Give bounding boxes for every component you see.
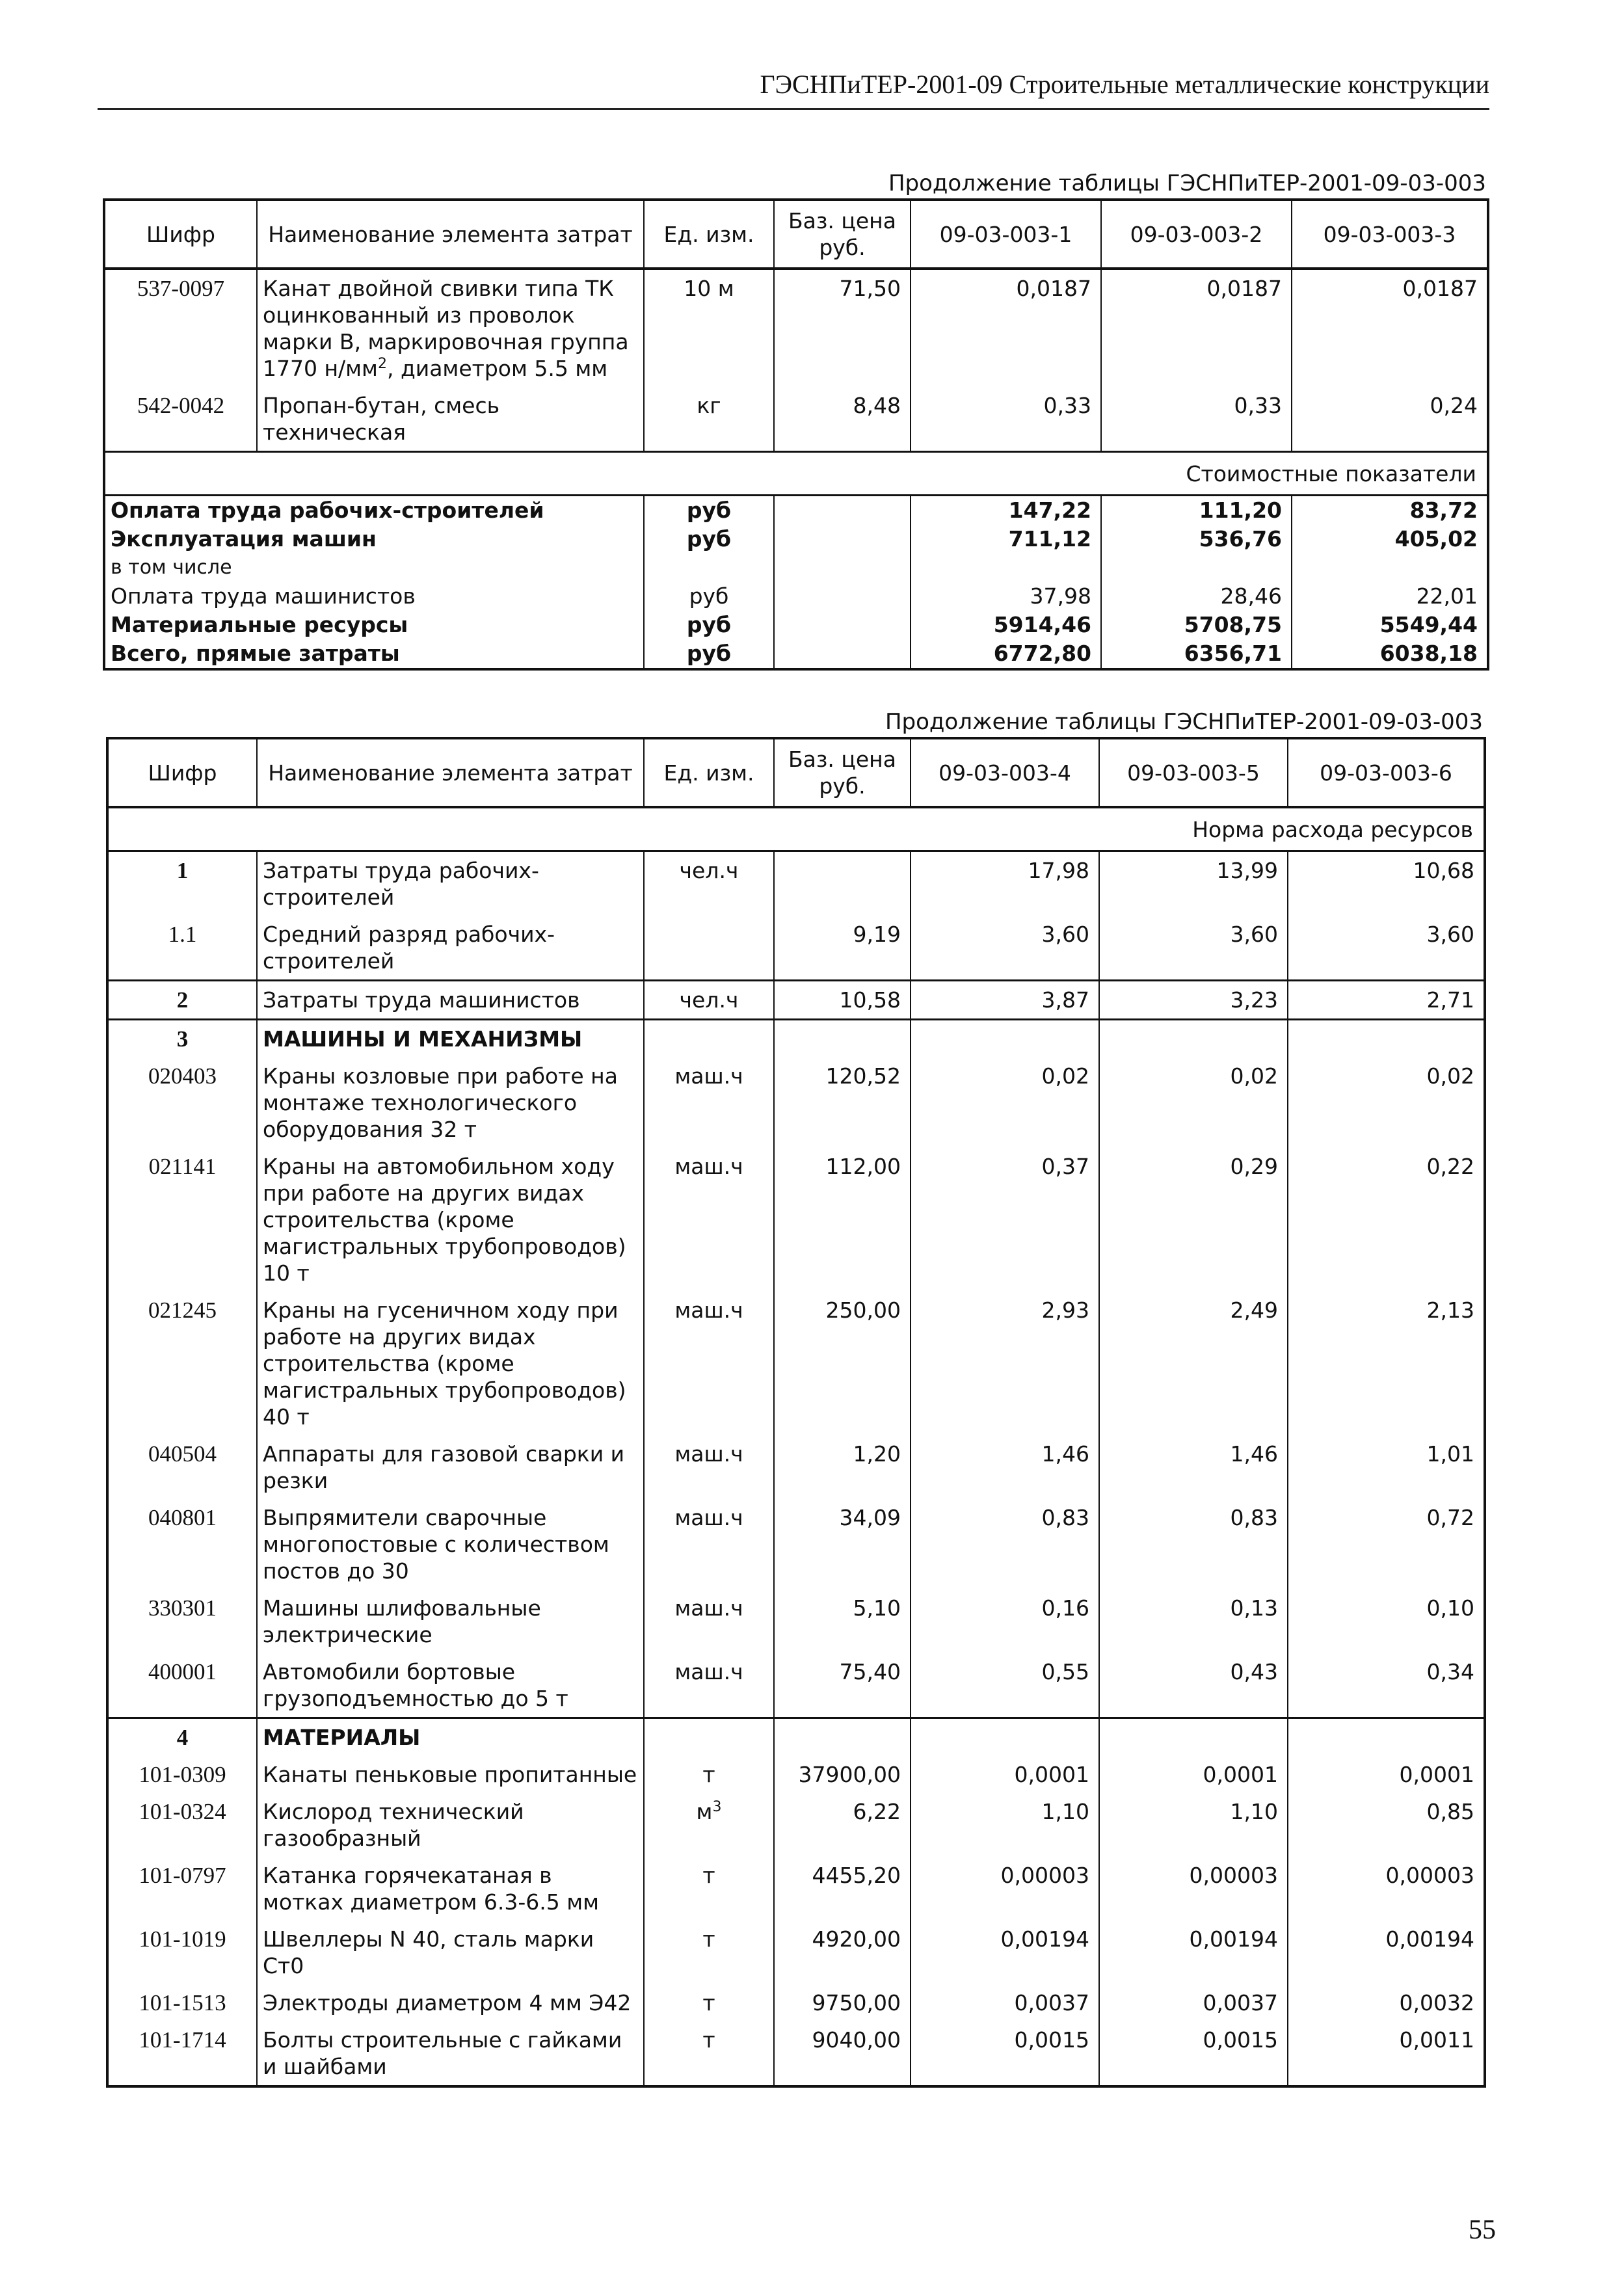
row-unit-text: м [696, 1799, 713, 1824]
row-value-6: 0,00003 [1288, 1857, 1485, 1921]
row-unit-text: чел.ч [679, 858, 739, 883]
row-unit [644, 1148, 774, 1292]
row-value-6: 2,13 [1288, 1292, 1485, 1435]
row-value-5: 0,13 [1099, 1590, 1288, 1653]
row-code: 2 [107, 981, 257, 1020]
row-value-5: 0,0037 [1099, 1984, 1288, 2021]
cost-value-3: 5549,44 [1292, 611, 1488, 639]
table-row [107, 1058, 1485, 1148]
col-code: Шифр [104, 200, 257, 269]
row-value-6 [1288, 1718, 1485, 1757]
row-value-6: 1,01 [1288, 1435, 1485, 1499]
row-price: 37900,00 [774, 1756, 911, 1793]
row-code: 101-0309 [107, 1756, 257, 1793]
row-value-5 [1099, 1718, 1288, 1757]
row-name: Болты строительные с гайками и шайбами [257, 2021, 644, 2086]
row-price: 10,58 [774, 981, 911, 1020]
row-value-1: 0,33 [911, 387, 1101, 452]
row-value-5: 0,83 [1099, 1499, 1288, 1590]
row-value-4: 1,10 [911, 1793, 1099, 1857]
table-row [104, 387, 1488, 452]
row-value-1: 0,0187 [911, 269, 1101, 387]
row-name [257, 269, 644, 387]
cost-unit: руб [644, 582, 774, 611]
row-value-4: 0,83 [911, 1499, 1099, 1590]
row-value-5: 0,43 [1099, 1653, 1288, 1718]
cost-value-1: 711,12 [911, 525, 1101, 553]
row-name: Машины шлифовальные электрические [257, 1590, 644, 1653]
row-unit-text: маш.ч [674, 1297, 743, 1323]
cost-value-3: 405,02 [1292, 525, 1488, 553]
row-value-6: 2,71 [1288, 981, 1485, 1020]
row-name: МАШИНЫ И МЕХАНИЗМЫ [257, 1020, 644, 1058]
cost-unit: руб [644, 496, 774, 525]
row-name: Затраты труда машинистов [257, 981, 644, 1020]
row-value-4 [911, 1020, 1099, 1058]
row-value-6 [1288, 1020, 1485, 1058]
row-code: 040504 [107, 1435, 257, 1499]
row-name: Краны на автомобильном ходу при работе на других видах строительства (кроме магистральных трубопроводов) 10 т [257, 1148, 644, 1292]
row-value-6: 0,22 [1288, 1148, 1485, 1292]
row-price: 9,19 [774, 916, 911, 981]
norm-band-row [107, 807, 1485, 851]
cost-value-2: 5708,75 [1101, 611, 1292, 639]
row-unit-text: маш.ч [674, 1154, 743, 1179]
table-row [107, 1653, 1485, 1718]
row-code: 542-0042 [104, 387, 257, 452]
cost-price-empty [774, 582, 911, 611]
table-row [107, 1148, 1485, 1292]
row-value-6: 3,60 [1288, 916, 1485, 981]
cost-row [104, 611, 1488, 639]
row-unit-text: т [702, 1926, 715, 1952]
row-value-6: 0,10 [1288, 1590, 1485, 1653]
row-price [774, 851, 911, 916]
row-value-5: 1,46 [1099, 1435, 1288, 1499]
row-value-4: 0,00003 [911, 1857, 1099, 1921]
cost-label: в том числе [104, 553, 644, 582]
row-value-2: 0,0187 [1101, 269, 1292, 387]
row-value-6: 0,02 [1288, 1058, 1485, 1148]
cost-unit [644, 553, 774, 582]
row-value-6: 0,0011 [1288, 2021, 1485, 2086]
table-row [107, 1984, 1485, 2021]
row-code: 101-1019 [107, 1921, 257, 1984]
row-value-6: 0,0032 [1288, 1984, 1485, 2021]
cost-value-1 [911, 553, 1101, 582]
row-unit [644, 1058, 774, 1148]
row-price: 4455,20 [774, 1857, 911, 1921]
col-09-03-003-3: 09-03-003-3 [1292, 200, 1488, 269]
col-unit: Ед. изм. [644, 200, 774, 269]
row-price [774, 1020, 911, 1058]
cost-label: Оплата труда рабочих-строителей [104, 496, 644, 525]
table-row [107, 1718, 1485, 1757]
table-row [104, 269, 1488, 387]
row-value-6: 0,00194 [1288, 1921, 1485, 1984]
row-price: 250,00 [774, 1292, 911, 1435]
row-value-2: 0,33 [1101, 387, 1292, 452]
row-unit-text: маш.ч [674, 1595, 743, 1621]
row-value-4: 0,00194 [911, 1921, 1099, 1984]
table1-header-row [104, 200, 1488, 269]
cost-label: Оплата труда машинистов [104, 582, 644, 611]
row-code: 101-0324 [107, 1793, 257, 1857]
row-value-6: 0,85 [1288, 1793, 1485, 1857]
cost-unit: руб [644, 639, 774, 669]
cost-unit: руб [644, 611, 774, 639]
row-name: Аппараты для газовой сварки и резки [257, 1435, 644, 1499]
row-name-tail: , диаметром 5.5 мм [386, 356, 608, 381]
row-value-5: 0,0001 [1099, 1756, 1288, 1793]
row-value-4: 0,0037 [911, 1984, 1099, 2021]
table-row [107, 1756, 1485, 1793]
cost-value-1: 147,22 [911, 496, 1101, 525]
row-value-6: 0,0001 [1288, 1756, 1485, 1793]
row-unit [644, 1756, 774, 1793]
row-name: Затраты труда рабочих-строителей [257, 851, 644, 916]
cost-label: Материальные ресурсы [104, 611, 644, 639]
row-value-4: 0,55 [911, 1653, 1099, 1718]
cost-price-empty [774, 496, 911, 525]
cost-unit: руб [644, 525, 774, 553]
col-code: Шифр [107, 738, 257, 807]
row-unit [644, 1653, 774, 1718]
row-value-5: 1,10 [1099, 1793, 1288, 1857]
row-name: Электроды диаметром 4 мм Э42 [257, 1984, 644, 2021]
row-name: Автомобили бортовые грузоподъемностью до 5 т [257, 1653, 644, 1718]
row-unit [644, 916, 774, 981]
table-row [107, 1857, 1485, 1921]
row-value-4: 3,60 [911, 916, 1099, 981]
col-name: Наименование элемента затрат [257, 200, 644, 269]
table-row [107, 851, 1485, 916]
table-row [107, 2021, 1485, 2086]
col-base-price: Баз. цена руб. [774, 738, 911, 807]
col-unit: Ед. изм. [644, 738, 774, 807]
row-unit: кг [644, 387, 774, 452]
row-unit [644, 1857, 774, 1921]
table2-header-row [107, 738, 1485, 807]
table2-caption: Продолжение таблицы ГЭСНПиТЕР-2001-09-03-003 [885, 709, 1483, 735]
row-code: 3 [107, 1020, 257, 1058]
row-unit-text: маш.ч [674, 1659, 743, 1684]
col-name: Наименование элемента затрат [257, 738, 644, 807]
cost-label: Эксплуатация машин [104, 525, 644, 553]
row-name: Выпрямители сварочные многопостовые с количеством постов до 30 [257, 1499, 644, 1590]
row-unit [644, 1718, 774, 1757]
row-value-5 [1099, 1020, 1288, 1058]
row-name: Краны козловые при работе на монтаже технологического оборудования 32 т [257, 1058, 644, 1148]
cost-value-1: 5914,46 [911, 611, 1101, 639]
row-unit [644, 851, 774, 916]
row-name: МАТЕРИАЛЫ [257, 1718, 644, 1757]
superscript: 2 [377, 356, 387, 372]
row-price: 4920,00 [774, 1921, 911, 1984]
row-unit [644, 1435, 774, 1499]
row-code: 101-0797 [107, 1857, 257, 1921]
row-price: 112,00 [774, 1148, 911, 1292]
cost-value-2 [1101, 553, 1292, 582]
row-value-3: 0,0187 [1292, 269, 1488, 387]
cost-price-empty [774, 639, 911, 669]
cost-row [104, 582, 1488, 611]
cost-price-empty [774, 553, 911, 582]
row-unit [644, 1984, 774, 2021]
resource-table-2 [106, 737, 1486, 2088]
table1-caption: Продолжение таблицы ГЭСНПиТЕР-2001-09-03-003 [888, 170, 1486, 196]
row-name: Кислород технический газообразный [257, 1793, 644, 1857]
cost-value-3: 83,72 [1292, 496, 1488, 525]
row-unit [644, 1499, 774, 1590]
row-name: Швеллеры N 40, сталь марки Ст0 [257, 1921, 644, 1984]
col-09-03-003-4: 09-03-003-4 [911, 738, 1099, 807]
table-row [107, 1499, 1485, 1590]
col-base-price: Баз. цена руб. [774, 200, 911, 269]
cost-value-2: 536,76 [1101, 525, 1292, 553]
norm-band-label: Норма расхода ресурсов [107, 807, 1485, 851]
row-unit [644, 1921, 774, 1984]
table-row [107, 1793, 1485, 1857]
cost-row [104, 525, 1488, 553]
row-price: 9750,00 [774, 1984, 911, 2021]
row-code: 1.1 [107, 916, 257, 981]
row-value-5: 0,0015 [1099, 2021, 1288, 2086]
col-09-03-003-6: 09-03-003-6 [1288, 738, 1485, 807]
cost-price-empty [774, 611, 911, 639]
row-price: 34,09 [774, 1499, 911, 1590]
row-unit [644, 1020, 774, 1058]
row-value-4: 0,37 [911, 1148, 1099, 1292]
row-code: 400001 [107, 1653, 257, 1718]
row-name-main: Канат двойной свивки типа ТК оцинкованный из проволок марки В, маркировочная группа 1770 н/мм [263, 276, 629, 381]
table-row [107, 1921, 1485, 1984]
row-code: 021141 [107, 1148, 257, 1292]
row-value-6: 0,72 [1288, 1499, 1485, 1590]
row-value-4: 0,16 [911, 1590, 1099, 1653]
row-name: Пропан-бутан, смесь техническая [257, 387, 644, 452]
row-code: 101-1714 [107, 2021, 257, 2086]
row-unit [644, 2021, 774, 2086]
cost-row [104, 496, 1488, 525]
row-value-4 [911, 1718, 1099, 1757]
cost-band-label: Стоимостные показатели [104, 452, 1488, 496]
row-price: 75,40 [774, 1653, 911, 1718]
row-price: 1,20 [774, 1435, 911, 1499]
row-value-4: 0,0001 [911, 1756, 1099, 1793]
row-value-4: 3,87 [911, 981, 1099, 1020]
page-number: 55 [1469, 2215, 1496, 2245]
superscript: 3 [712, 1799, 722, 1815]
row-value-5: 0,02 [1099, 1058, 1288, 1148]
cost-rows [104, 496, 1488, 670]
table-row [107, 981, 1485, 1020]
table-row [107, 916, 1485, 981]
cost-value-3 [1292, 553, 1488, 582]
row-price: 6,22 [774, 1793, 911, 1857]
cost-value-1: 37,98 [911, 582, 1101, 611]
row-code: 040801 [107, 1499, 257, 1590]
col-09-03-003-5: 09-03-003-5 [1099, 738, 1288, 807]
row-value-6: 10,68 [1288, 851, 1485, 916]
row-code: 4 [107, 1718, 257, 1757]
row-value-5: 0,00003 [1099, 1857, 1288, 1921]
row-value-4: 17,98 [911, 851, 1099, 916]
row-price [774, 1718, 911, 1757]
row-value-4: 1,46 [911, 1435, 1099, 1499]
row-unit-text: т [702, 1863, 715, 1888]
row-code: 020403 [107, 1058, 257, 1148]
row-price: 120,52 [774, 1058, 911, 1148]
row-unit-text: маш.ч [674, 1505, 743, 1530]
row-unit [644, 981, 774, 1020]
col-09-03-003-1: 09-03-003-1 [911, 200, 1101, 269]
cost-value-2: 111,20 [1101, 496, 1292, 525]
row-name: Средний разряд рабочих-строителей [257, 916, 644, 981]
row-price: 71,50 [774, 269, 911, 387]
row-value-4: 0,0015 [911, 2021, 1099, 2086]
row-unit [644, 1292, 774, 1435]
row-value-5: 13,99 [1099, 851, 1288, 916]
row-code: 101-1513 [107, 1984, 257, 2021]
row-value-5: 3,23 [1099, 981, 1288, 1020]
cost-value-1: 6772,80 [911, 639, 1101, 669]
table2-rows [107, 851, 1485, 2087]
row-unit-text: т [702, 2027, 715, 2053]
cost-value-2: 6356,71 [1101, 639, 1292, 669]
table-row [107, 1590, 1485, 1653]
row-value-4: 2,93 [911, 1292, 1099, 1435]
row-value-5: 0,00194 [1099, 1921, 1288, 1984]
row-unit [644, 1793, 774, 1857]
row-name: Канаты пеньковые пропитанные [257, 1756, 644, 1793]
row-name: Катанка горячекатаная в мотках диаметром 6.3-6.5 мм [257, 1857, 644, 1921]
row-name: Краны на гусеничном ходу при работе на других видах строительства (кроме магистральных трубопроводов) 40 т [257, 1292, 644, 1435]
row-price: 9040,00 [774, 2021, 911, 2086]
cost-label: Всего, прямые затраты [104, 639, 644, 669]
row-value-5: 2,49 [1099, 1292, 1288, 1435]
row-unit-text: т [702, 1990, 715, 2015]
row-value-4: 0,02 [911, 1058, 1099, 1148]
row-value-5: 0,29 [1099, 1148, 1288, 1292]
resource-table-1 [103, 198, 1489, 671]
row-value-3: 0,24 [1292, 387, 1488, 452]
row-unit-text: маш.ч [674, 1441, 743, 1467]
cost-row [104, 639, 1488, 669]
row-code: 021245 [107, 1292, 257, 1435]
table-row [107, 1292, 1485, 1435]
row-code: 330301 [107, 1590, 257, 1653]
row-unit-text: чел.ч [679, 987, 739, 1013]
row-code: 1 [107, 851, 257, 916]
cost-value-2: 28,46 [1101, 582, 1292, 611]
table-row [107, 1020, 1485, 1058]
cost-band-row [104, 452, 1488, 496]
cost-value-3: 6038,18 [1292, 639, 1488, 669]
row-unit-text: маш.ч [674, 1063, 743, 1089]
running-header: ГЭСНПиТЕР-2001-09 Строительные металлические конструкции [98, 65, 1489, 110]
row-unit [644, 1590, 774, 1653]
row-value-6: 0,34 [1288, 1653, 1485, 1718]
row-price: 5,10 [774, 1590, 911, 1653]
col-09-03-003-2: 09-03-003-2 [1101, 200, 1292, 269]
cost-row [104, 553, 1488, 582]
row-value-5: 3,60 [1099, 916, 1288, 981]
row-code: 537-0097 [104, 269, 257, 387]
row-unit-text: т [702, 1762, 715, 1787]
table-row [107, 1435, 1485, 1499]
row-unit: 10 м [644, 269, 774, 387]
cost-price-empty [774, 525, 911, 553]
row-price: 8,48 [774, 387, 911, 452]
cost-value-3: 22,01 [1292, 582, 1488, 611]
